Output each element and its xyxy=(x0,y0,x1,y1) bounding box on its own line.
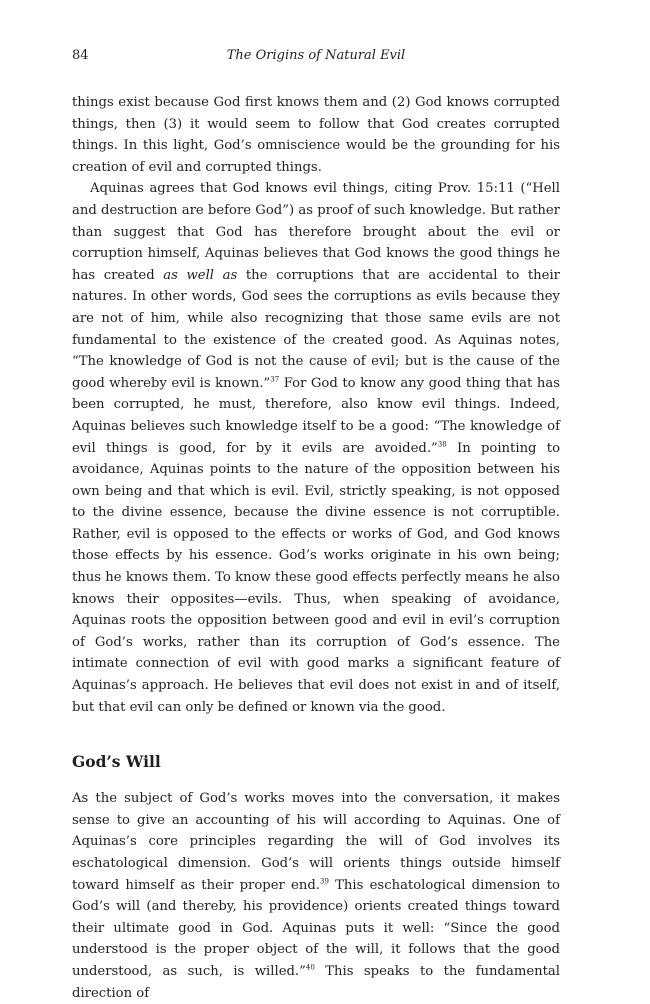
footnote-ref-37: 37 xyxy=(270,375,280,384)
paragraph-text: As the subject of God’s works moves into the conversation, it makes sense to give an accounting of his will according to Aquinas. One of Aquinas’s core principles regarding the will of God involves its eschatological dimension. God’s will orients things outside himself toward himself as their proper end. xyxy=(72,791,560,893)
body-text xyxy=(72,92,560,1004)
paragraph-text: This eschatological dimension to God’s will (and thereby, his providence) orients created things toward their ultimate good in God. Aquinas puts it well: “Since the good understood is the proper object of the will, it follows that the good understood, as such, is willed.” xyxy=(72,877,560,979)
paragraph-text: the corruptions that are accidental to their natures. In other words, God sees the corruptions as evils because they are not of him, while also recognizing that those same evils are not fundamental to the existence of the created good. As Aquinas notes, “The knowledge of God is not the cause of evil; but is the cause of the good whereby evil is known.” xyxy=(72,267,560,391)
footnote-ref-39: 39 xyxy=(320,877,329,886)
section-heading-gods-will: God’s Will xyxy=(72,752,161,772)
footnote-ref-40: 40 xyxy=(305,963,315,972)
paragraph-text: This speaks to the fundamental direction of xyxy=(72,963,561,1001)
paragraph-aquinas-evil-knowledge xyxy=(72,178,560,718)
paragraph-text: For God to know any good thing that has been corrupted, he must, therefore, also know evil things. Indeed, Aquinas believes such knowledge itself to be a good: “The knowledge of evil things is good, for by it evils are avoided.” xyxy=(72,375,560,456)
footnote-ref-38: 38 xyxy=(437,440,447,449)
paragraph-gods-will xyxy=(72,788,560,1004)
paragraph-text: In pointing to avoidance, Aquinas points to the nature of the opposition between his own being and that which is evil. Evil, strictly speaking, is not opposed to the divine essence, because the divine essence is not corruptible. Rather, evil is opposed to the effects or works of God, and God knows those effects by his essence. God’s works originate in his own being; thus he knows them. To know these good effects perfectly means he also knows their opposites—evils. Thus, when speaking of avoidance, Aquinas roots the opposition between good and evil in evil’s corruption of God’s works, rather than its corruption of God’s essence. The intimate connection of evil with good marks a significant feature of Aquinas’s approach. He believes that evil does not exist in and of itself, but that evil can only be defined or known via the good. xyxy=(72,440,561,715)
paragraph-continuation: things exist because God first knows them and (2) God knows corrupted things, then (3) it would seem to follow that God creates corrupted things. In this light, God’s omniscience would be the grounding for his creation of evil and corrupted things. xyxy=(72,95,560,175)
book-page xyxy=(72,44,560,1004)
paragraph-text: Aquinas agrees that God knows evil things, citing Prov. 15:11 (“Hell and destruction are before God”) as proof of such knowledge. But rather than suggest that God has therefore brought about the evil or corruption himself, Aquinas believes that God knows the good things he has created xyxy=(72,181,560,283)
running-title: The Origins of Natural Evil xyxy=(226,48,406,63)
page-number: 84 xyxy=(72,48,89,63)
running-head xyxy=(72,44,560,68)
emphasized-phrase: as well as xyxy=(163,267,238,283)
